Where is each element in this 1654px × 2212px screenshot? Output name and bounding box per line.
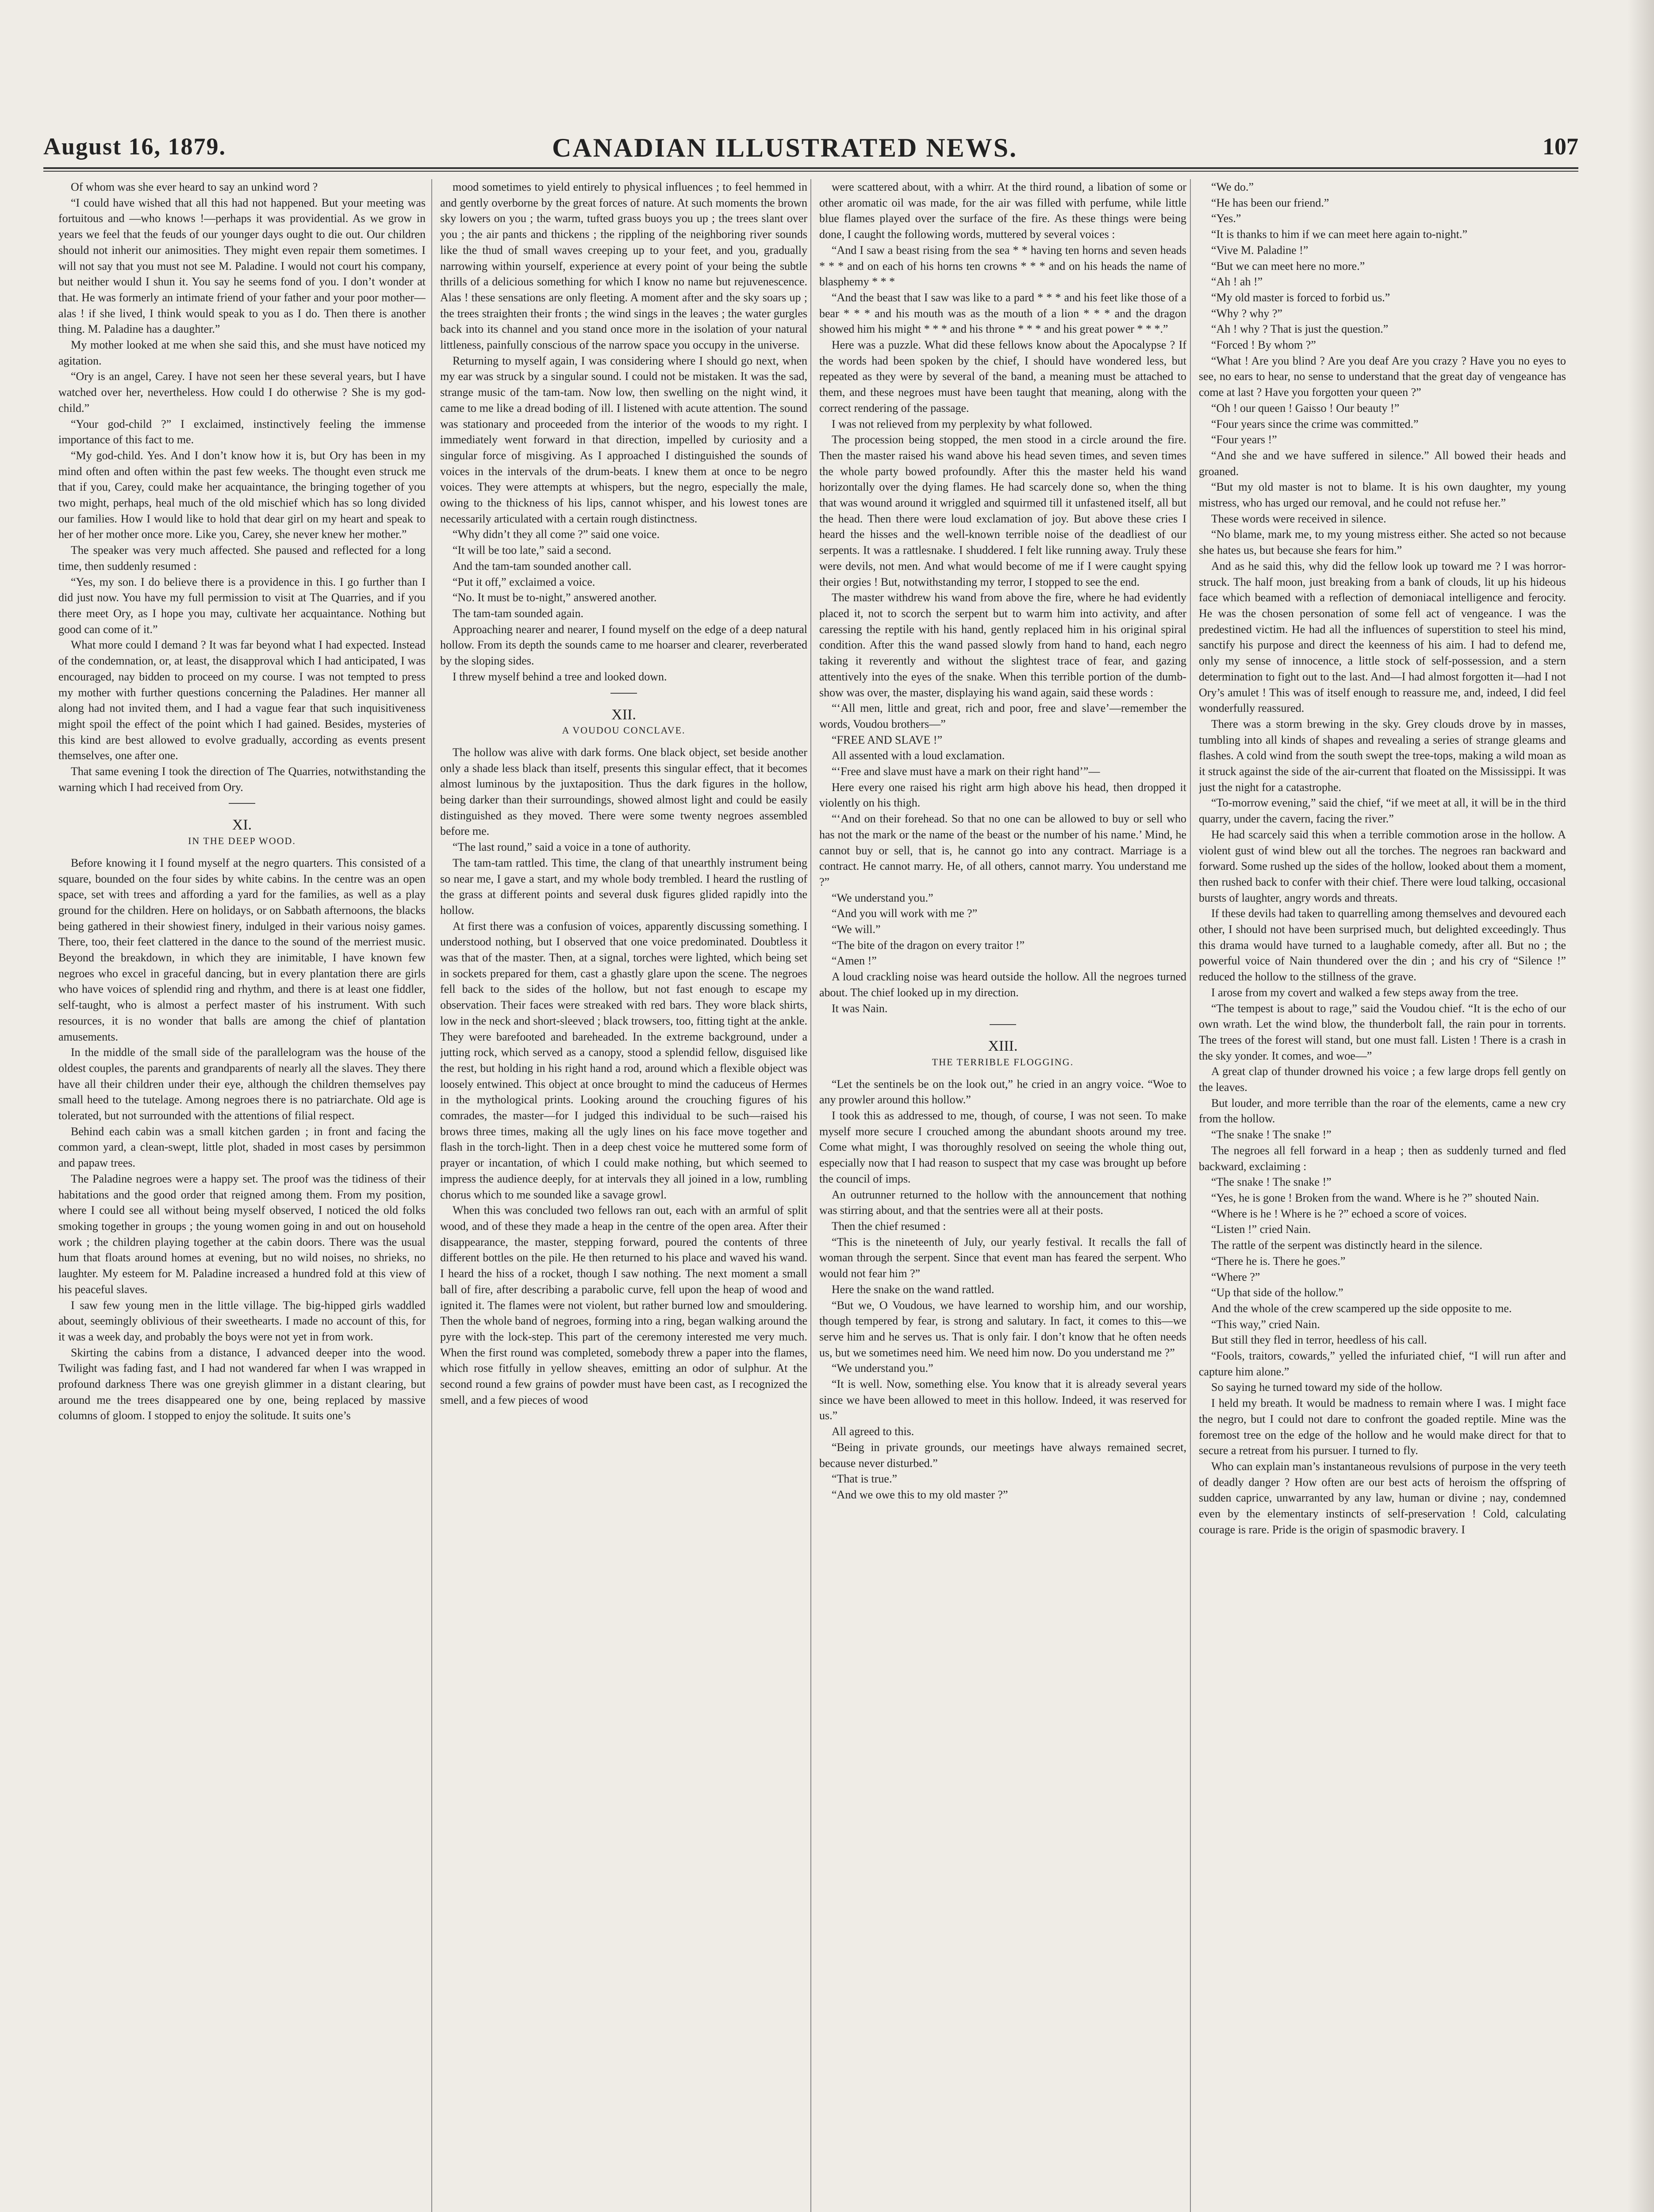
paragraph: Then the chief resumed : xyxy=(832,1220,946,1233)
paragraph: If these devils had taken to quarrelling among themselves and devoured each other, I should not have been surprised much, but delighted exceedingly. Thus this drama would have turned to a laughable comedy, after all. But no ; the powerful voice of Nain thundered over the din ; and his cry of “Silence !” reduced the hollow to the stillness of the grave. xyxy=(1199,907,1566,983)
paragraph: “Oh ! our queen ! Gaisso ! Our beauty !” xyxy=(1211,401,1400,415)
paragraph: It was Nain. xyxy=(832,1002,888,1015)
paragraph: “And you will work with me ?” xyxy=(832,907,978,920)
paragraph: Here was a puzzle. What did these fellows know about the Apocalypse ? If the words had been spoken by the chief, I should have wondered less, but repeated as they were by several of the band, a meaning must be attached to them, and these negroes must have been taught that meaning, along with the correct rendering of the passage. xyxy=(819,338,1186,415)
paragraph: “Vive M. Paladine !” xyxy=(1211,243,1309,257)
chapter-number: XII. xyxy=(611,706,636,723)
paragraph: The rattle of the serpent was distinctly heard in the silence. xyxy=(1211,1239,1482,1252)
paragraph: “‘And on their forehead. So that no one can be allowed to buy or sell who has not the mark or the name of the beast or the number of his name.’ Mind, he cannot buy or sell, that is, he cannot go into any contract. Marriage is a contract. He cannot marry. He, of all others, cannot marry. You understand me ?” xyxy=(819,812,1186,888)
paragraph: “And we owe this to my old master ?” xyxy=(832,1488,1008,1501)
text-column-4 xyxy=(1199,179,1566,2212)
paragraph: These words were received in silence. xyxy=(1211,512,1386,525)
column-divider xyxy=(431,179,432,2212)
paragraph: And the whole of the crew scampered up the side opposite to me. xyxy=(1211,1302,1512,1315)
paragraph: “Ory is an angel, Carey. I have not seen her these several years, but I have watched over her, nevertheless. How could I do otherwise ? She is my god-child.” xyxy=(58,370,426,415)
paragraph: The speaker was very much affected. She paused and reflected for a long time, then suddenly resumed : xyxy=(58,544,426,572)
paragraph: “Where ?” xyxy=(1211,1270,1260,1283)
paragraph: “This is the nineteenth of July, our yearly festival. It recalls the fall of woman through the serpent. Since that event man has feared the serpent. Who would not fear him ?” xyxy=(819,1235,1186,1280)
paragraph: “My old master is forced to forbid us.” xyxy=(1211,291,1390,304)
paragraph: “Listen !” cried Nain. xyxy=(1211,1223,1311,1236)
paragraph: “Fools, traitors, cowards,” yelled the infuriated chief, “I will run after and capture him alone.” xyxy=(1199,1349,1566,1378)
paragraph: mood sometimes to yield entirely to physical influences ; to feel hemmed in and gently overborne by the great forces of nature. At such moments the brown sky lowers on you ; the warm, tufted grass buoys you up ; the trees slant over you ; the air pants and thickens ; the rippling of the neighboring river sounds like the thud of small waves creeping up to your feet, and you, gradually narrowing within yourself, experience at every point of your being the subtle thrills of a delicious something for which I know no name but rejuvenescence. Alas ! these sensations are only fleeting. A moment after and the sky soars up ; the trees straighten their fronts ; the wind sings in the leaves ; the water gurgles back into its channel and you stand once more in the isolation of your natural littleness, painfully conscious of the narrow space you occupy in the universe. xyxy=(440,180,807,352)
paragraph: An outrunner returned to the hollow with the announcement that nothing was stirring about, and that the sentries were all at their posts. xyxy=(819,1188,1186,1217)
paragraph: But louder, and more terrible than the roar of the elements, came a new cry from the hollow. xyxy=(1199,1096,1566,1125)
chapter-title: IN THE DEEP WOOD. xyxy=(188,835,296,847)
paragraph: The tam-tam sounded again. xyxy=(453,607,584,620)
paragraph: “We understand you.” xyxy=(832,891,933,904)
paragraph: But still they fled in terror, heedless of his call. xyxy=(1211,1333,1427,1347)
paragraph: “What ! Are you blind ? Are you deaf Are you crazy ? Have you no eyes to see, no ears to hear, no sense to understand that the great day of vengeance has come at last ? Have you forgotten your queen ?” xyxy=(1199,354,1566,399)
paragraph: “The last round,” said a voice in a tone of authority. xyxy=(453,841,691,854)
paragraph: When this was concluded two fellows ran out, each with an armful of split wood, and of these they made a heap in the centre of the open area. After their disappearance, the master, stepping forward, poured the contents of three different bottles on the pile. He then returned to his place and waved his wand. I heard the hiss of a rocket, though I saw nothing. The next moment a small ball of fire, after describing a parabolic curve, fell upon the heap of wood and ignited it. The flames were not violent, but rather burned low and smouldering. Then the whole band of negroes, forming into a ring, began walking around the pyre with the lock-step. This part of the ceremony interested me very much. When the first round was completed, somebody threw a paper into the flames, which rose fitfully in yellow sheaves, emitting an odor of sulphur. At the second round a few grains of powder must have been cast, as I recognized the smell, and a few pieces of wood xyxy=(440,1204,807,1406)
paragraph: My mother looked at me when she said this, and she must have noticed my agitation. xyxy=(58,338,426,367)
paragraph: There was a storm brewing in the sky. Grey clouds drove by in masses, tumbling into all kinds of shapes and revealing a series of strange gleams and flashes. A cold wind from the south swept the tree-tops, making a wild moan as it struck against the side of the air-current that floated on the Mississippi. It was just the night for a catastrophe. xyxy=(1199,717,1566,794)
paragraph: “Forced ! By whom ?” xyxy=(1211,338,1316,352)
section-rule xyxy=(610,693,637,694)
paragraph: “But we can meet here no more.” xyxy=(1211,259,1365,273)
paragraph: All assented with a loud exclamation. xyxy=(832,749,1005,762)
paragraph: “Why ? why ?” xyxy=(1211,307,1282,320)
paragraph: Skirting the cabins from a distance, I advanced deeper into the wood. Twilight was fading fast, and I had not wandered far when I was wrapped in profound darkness There was one greyish glimmer in a distant clearing, but around me the trees disappeared one by one, being replaced by massive columns of gloom. I stopped to enjoy the solitude. It suits one’s xyxy=(58,1346,426,1422)
section-rule xyxy=(990,1024,1016,1025)
paragraph: “Up that side of the hollow.” xyxy=(1211,1286,1343,1299)
paragraph: “Let the sentinels be on the look out,” he cried in an angry voice. “Woe to any prowler around this hollow.” xyxy=(819,1077,1186,1106)
issue-date: August 16, 1879. xyxy=(43,133,226,160)
paragraph: “FREE AND SLAVE !” xyxy=(832,733,943,746)
paragraph: Who can explain man’s instantaneous revulsions of purpose in the very teeth of deadly danger ? How often are our best acts of heroism the offspring of sudden caprice, unwarranted by any law, human or divine ; nay, condemned even by the elementary instincts of self-preservation ! Cold, calculating courage is rare. Pride is the origin of spasmodic bravery. I xyxy=(1199,1459,1566,1536)
paragraph: Here the snake on the wand rattled. xyxy=(832,1283,994,1296)
paragraph: Of whom was she ever heard to say an unkind word ? xyxy=(71,180,318,193)
paragraph: Before knowing it I found myself at the negro quarters. This consisted of a square, bounded on the four sides by white cabins. In the centre was an open space, set with trees and affording a yard for the families, as well as a play ground for the children. Here on holidays, or on Sabbath afternoons, the blacks being gathered in their showiest finery, indulged in their various noisy games. There, too, their feet clattered in the dance to the sound of the merriest music. Beyond the breakdown, in which they are inimitable, I have known few negroes who excel in graceful dancing, but in every plantation there are girls who have voices of splendid ring and rhythm, and there is at least one fiddler, self-taught, who is almost a perfect master of his instrument. With such resources, it is no wonder that balls are among the chief of plantation amusements. xyxy=(58,856,426,1043)
chapter-title: THE TERRIBLE FLOGGING. xyxy=(932,1056,1074,1068)
paragraph: “I could have wished that all this had not happened. But your meeting was fortuitous and —who knows !—perhaps it was providential. As we grow in years we feel that the feuds of our younger days ought to die out. Our children should not inherit our animosities. They might even repair them sometimes. I will not say that you must not see M. Paladine. I would not court his company, but neither would I shun it. You say he seems fond of you. I don’t wonder at that. He was formerly an intimate friend of your father and your poor mother—alas ! if she lived, I think would speak to you as I do. Then there is another thing. M. Paladine has a daughter.” xyxy=(58,196,426,336)
paragraph: And the tam-tam sounded another call. xyxy=(453,559,632,572)
paragraph: He had scarcely said this when a terrible commotion arose in the hollow. A violent gust of wind blew out all the torches. The negroes ran backward and forward. Some rushed up the sides of the hollow, looked about them a moment, then rushed back to confer with their chief. There were loud talking, occasional bursts of laughter, angry words and threats. xyxy=(1199,828,1566,904)
chapter-title: A VOUDOU CONCLAVE. xyxy=(562,725,686,736)
section-rule xyxy=(229,803,255,804)
paragraph: “To-morrow evening,” said the chief, “if we meet at all, it will be in the third quarry, under the cavern, facing the river.” xyxy=(1199,796,1566,826)
paragraph: Approaching nearer and nearer, I found myself on the edge of a deep natural hollow. From its depth the sounds came to me hoarser and clearer, reverberated by the sloping sides. xyxy=(440,622,807,668)
paragraph: were scattered about, with a whirr. At the third round, a libation of some or other aromatic oil was made, for the air was filled with perfume, while little blue flames played over the surface of the fire. As these things were being done, I caught the following words, muttered by several voices : xyxy=(819,180,1186,241)
paragraph: I threw myself behind a tree and looked down. xyxy=(453,670,667,683)
column-divider xyxy=(810,179,811,2212)
page-number: 107 xyxy=(1543,133,1578,160)
paragraph: “But my old master is not to blame. It is his own daughter, my young mistress, who has urged our removal, and he could not refuse her.” xyxy=(1199,480,1566,510)
paragraph: Returning to myself again, I was considering where I should go next, when my ear was struck by a singular sound. I could not be mistaken. It was the sad, strange music of the tam-tam. Now low, then swelling on the night wind, it came to me like a dread boding of ill. I listened with acute attention. The sound was stationary and proceeded from the interior of the woods to my right. I immediately went forward in that direction, impelled by curiosity and a singular force of misgiving. As I approached I distinguished the sounds of voices in the intervals of the drum-beats. I knew them at once to be negro voices. They were attempts at whispers, but the negro, especially the male, owing to the thickness of his lips, cannot whisper, and his lowest tones are necessarily articulated with a certain rough distinctness. xyxy=(440,354,807,525)
paragraph: “Ah ! ah !” xyxy=(1211,275,1263,288)
paragraph: I was not relieved from my perplexity by what followed. xyxy=(832,417,1093,430)
paragraph: “The tempest is about to rage,” said the Voudou chief. “It is the echo of our own wrath. Let the wind blow, the thunderbolt fall, the rain pour in torrents. The trees of the forest will stand, but one must fall. Listen ! There is a crash in the sky yonder. It comes, and woe—” xyxy=(1199,1002,1566,1062)
paragraph: “It is thanks to him if we can meet here again to-night.” xyxy=(1211,228,1468,241)
paragraph: A loud crackling noise was heard outside the hollow. All the negroes turned about. The chief looked up in my direction. xyxy=(819,970,1186,999)
paragraph: “This way,” cried Nain. xyxy=(1211,1317,1320,1331)
paragraph: “Ah ! why ? That is just the question.” xyxy=(1211,323,1389,336)
paragraph: “Your god-child ?” I exclaimed, instinctively feeling the immense importance of this fact to me. xyxy=(58,417,426,446)
header-rule xyxy=(43,167,1578,169)
paragraph: So saying he turned toward my side of the hollow. xyxy=(1211,1381,1443,1394)
page-edge-shadow xyxy=(1627,0,1654,2212)
paragraph: “Yes, he is gone ! Broken from the wand. Where is he ?” shouted Nain. xyxy=(1211,1191,1539,1204)
paragraph: “And I saw a beast rising from the sea * * having ten horns and seven heads * * * and on each of his horns ten crowns * * * and on his heads the name of blasphemy * * * xyxy=(819,243,1186,288)
paragraph: Behind each cabin was a small kitchen garden ; in front and facing the common yard, a clean-swept, little plot, shaded in most cases by persimmon and papaw trees. xyxy=(58,1125,426,1170)
paragraph: “Where is he ! Where is he ?” echoed a score of voices. xyxy=(1211,1207,1467,1220)
paragraph: “We will.” xyxy=(832,923,881,936)
paragraph: “It is well. Now, something else. You know that it is already several years since we have been allowed to meet in this hollow. Indeed, it was reserved for us.” xyxy=(819,1378,1186,1422)
paragraph: The procession being stopped, the men stood in a circle around the fire. Then the master raised his wand above his head seven times, and seven times the whole party bowed profoundly. After this the master held his wand horizontally over the dying flames. He had scarcely done so, when the thing that was wound around it wriggled and squirmed till it unfastened itself, all but the head. Then there were loud exclamation of joy. But above these cries I heard the hisses and the well-known terrible noise of the deadliest of our serpents. It was a rattlesnake. I shuddered. I felt like running away. Truly these were devils, not men. And what would become of me if I were caught spying their orgies ! But, notwithstanding my terror, I stopped to see the end. xyxy=(819,433,1186,588)
page-header xyxy=(43,133,1578,173)
paragraph: “But we, O Voudous, we have learned to worship him, and our worship, though tempered by fear, is strong and salutary. In fact, it comes to this—we serve him and he serves us. That is only fair. I don’t know that he often needs us, but we sometimes need him. We need him now. Do you understand me ?” xyxy=(819,1298,1186,1359)
paragraph: That same evening I took the direction of The Quarries, notwithstanding the warning which I had received from Ory. xyxy=(58,765,426,794)
chapter-number: XIII. xyxy=(988,1038,1018,1055)
paragraph: “We do.” xyxy=(1211,180,1254,193)
paragraph: All agreed to this. xyxy=(832,1425,914,1438)
paragraph: “The bite of the dragon on every traitor !” xyxy=(832,938,1025,952)
paragraph: The tam-tam rattled. This time, the clang of that unearthly instrument being so near me, I gave a start, and my whole body trembled. I heard the rustling of the grass at different points and several dusk figures glided rapidly into the hollow. xyxy=(440,856,807,917)
paragraph: “The snake ! The snake !” xyxy=(1211,1128,1332,1141)
masthead-title: CANADIAN ILLUSTRATED NEWS. xyxy=(552,133,1018,162)
paragraph: “‘All men, little and great, rich and poor, free and slave’—remember the words, Voudou brothers—” xyxy=(819,702,1186,730)
paragraph: Here every one raised his right arm high above his head, then dropped it violently on his thigh. xyxy=(819,780,1186,810)
paragraph: The hollow was alive with dark forms. One black object, set beside another only a shade less black than itself, presents this singular effect, that it becomes almost luminous by the juxtaposition. Thus the dark figures in the hollow, being darker than their surroundings, showed almost light and could be easily distinguished as they moved. There were some twenty negroes assembled before me. xyxy=(440,745,807,838)
paragraph: “Four years since the crime was committed.” xyxy=(1211,417,1419,430)
paragraph: “Being in private grounds, our meetings have always remained secret, because never disturbed.” xyxy=(819,1440,1186,1470)
paragraph: I saw few young men in the little village. The big-hipped girls waddled about, seemingly oblivious of their sweethearts. I made no account of this, for it was a week day, and probably the boys were not yet in from work. xyxy=(58,1298,426,1343)
paragraph: The negroes all fell forward in a heap ; then as suddenly turned and fled backward, exclaiming : xyxy=(1199,1144,1566,1173)
paragraph: A great clap of thunder drowned his voice ; a few large drops fell gently on the leaves. xyxy=(1199,1065,1566,1094)
paragraph: “Yes.” xyxy=(1211,212,1241,225)
chapter-number: XI. xyxy=(232,817,252,833)
text-column-1 xyxy=(58,179,426,2212)
paragraph: “He has been our friend.” xyxy=(1211,196,1329,209)
paragraph: What more could I demand ? It was far beyond what I had expected. Instead of the condemnation, or, at least, the disapproval which I had anticipated, I was encouraged, nay bidden to proceed on my course. I was not tempted to press my mother with further questions concerning the Paladines. Her manner all along had not invited them, and I had a vague fear that such inquisitiveness might spoil the effect of the point which I had gained. Besides, mysteries of this kind are best allowed to evolve gradually, according as events present themselves, one after one. xyxy=(58,638,426,762)
paragraph: “Put it off,” exclaimed a voice. xyxy=(453,575,595,588)
paragraph: “The snake ! The snake !” xyxy=(1211,1175,1332,1189)
paragraph: “Yes, my son. I do believe there is a providence in this. I go further than I did just now. You have my full permission to visit at The Quarries, and if you there meet Ory, as I hope you may, cultivate her acquaintance. Nothing but good can come of it.” xyxy=(58,575,426,636)
paragraph: And as he said this, why did the fellow look up toward me ? I was horror-struck. The half moon, just breaking from a bank of clouds, lit up his hideous face which beamed with a reflection of demoniacal intelligence and ferocity. He was the chosen personation of some fell act of vengeance. I was the predestined victim. He had all the influences of superstition to steel his mind, sanctify his purpose and direct the keenness of his aim. I had to defend me, only my sense of innocence, a little stock of self-possession, and a stern determination to fight out to the last. And—I had almost forgotten it—had I not Ory’s amulet ! This was of itself enough to reassure me, and, indeed, I did feel wonderfully reassured. xyxy=(1199,559,1566,715)
paragraph: “No. It must be to-night,” answered another. xyxy=(453,591,657,604)
paragraph: “‘Free and slave must have a mark on their right hand’”— xyxy=(832,765,1100,778)
paragraph: “And the beast that I saw was like to a pard * * * and his feet like those of a bear * * * and his mouth was as the mouth of a lion * * * and the dragon showed him his might * * * and his throne * * * and his great power * * *.” xyxy=(819,291,1186,336)
paragraph: “There he is. There he goes.” xyxy=(1211,1254,1346,1267)
paragraph: “It will be too late,” said a second. xyxy=(453,544,611,557)
paragraph: “We understand you.” xyxy=(832,1362,933,1375)
paragraph: The master withdrew his wand from above the fire, where he had evidently placed it, not to scorch the serpent but to warm him into activity, and after caressing the reptile with his hand, gently replaced him in his original spiral condition. After this the wand passed slowly from hand to hand, each negro taking it reverently and without the slightest trace of fear, and gazing attentively into the eyes of the snake. When this terrible portion of the dumb-show was over, the master, displaying his wand again, said these words : xyxy=(819,591,1186,699)
column-divider xyxy=(1190,179,1191,2212)
text-column-2 xyxy=(440,179,807,2212)
header-rule-thin xyxy=(43,171,1578,172)
paragraph: The Paladine negroes were a happy set. The proof was the tidiness of their habitations and the good order that reigned among them. From my position, where I could see all without being myself observed, I noticed the old folks smoking together in groups ; the young women going in and out on household work ; the children playing together at the cabin doors. There was the usual hum that floats around homes at evening, but no wild noises, no shrieks, no laughter. My esteem for M. Paladine increased a hundred fold at this view of his peaceful slaves. xyxy=(58,1172,426,1296)
paragraph: “Four years !” xyxy=(1211,433,1277,446)
paragraph: “No blame, mark me, to my young mistress either. She acted so not because she hates us, but because she fears for him.” xyxy=(1199,528,1566,557)
paragraph: At first there was a confusion of voices, apparently discussing something. I understood nothing, but I observed that one voice predominated. Doubtless it was that of the master. Then, at a signal, torches were lighted, which being set in sockets prepared for them, cast a ghastly glare upon the scene. The negroes fell back to the sides of the hollow, but not fast enough to escape my observation. Their faces were streaked with red bars. They wore black shirts, low in the neck and short-sleeved ; black trowsers, too, fitting tight at the ankle. They were barefooted and bareheaded. In the extreme background, under a jutting rock, which served as a canopy, stood a splendid fellow, disguised like the rest, but holding in his right hand a rod, around which a flexible object was loosely entwined. This object at once brought to mind the caduceus of Hermes in the mythological prints. Looking around the crouching figures of his comrades, the master—for I judged this individual to be such—raised his brows three times, making all the ugly lines on his face move together and flash in the torch-light. Then in a deep chest voice he muttered some form of prayer or incantation, of which I could make nothing, but which seemed to impress the audience deeply, for at intervals they all joined in a low, rumbling chorus which to me sounded like a savage growl. xyxy=(440,919,807,1201)
paragraph: “My god-child. Yes. And I don’t know how it is, but Ory has been in my mind often and often within the past few weeks. The thought even struck me that if you, Carey, could make her acquaintance, the bringing together of you two might, perhaps, heal much of the old mischief which has so long divided our families. How I would like to hold that dear girl on my heart and speak to her of her mother once more. Like you, Carey, she never knew her mother.” xyxy=(58,449,426,541)
paragraph: I took this as addressed to me, though, of course, I was not seen. To make myself more secure I crouched among the abundant shoots around my tree. Come what might, I was thoroughly resolved on seeing the whole thing out, especially now that I had reason to suspect that my case was brought up before the council of imps. xyxy=(819,1109,1186,1185)
paragraph: “That is true.” xyxy=(832,1472,897,1486)
text-column-3 xyxy=(819,179,1186,2212)
paragraph: “Amen !” xyxy=(832,954,877,968)
paragraph: In the middle of the small side of the parallelogram was the house of the oldest couples, the parents and grandparents of nearly all the slaves. They there have all their children under their eye, although the children themselves pay small heed to the tutelage. Among negroes there is no patriarchate. Old age is tolerated, but not surrounded with the attentions of filial respect. xyxy=(58,1046,426,1122)
paragraph: I held my breath. It would be madness to remain where I was. I might face the negro, but I could not dare to confront the goaded reptile. Mine was the foremost tree on the edge of the hollow and he would make direct for that to secure a retreat from his pursuer. I turned to fly. xyxy=(1199,1397,1566,1457)
paragraph: “Why didn’t they all come ?” said one voice. xyxy=(453,528,660,541)
paragraph: I arose from my covert and walked a few steps away from the tree. xyxy=(1211,986,1519,999)
paragraph: “And she and we have suffered in silence.” All bowed their heads and groaned. xyxy=(1199,449,1566,478)
